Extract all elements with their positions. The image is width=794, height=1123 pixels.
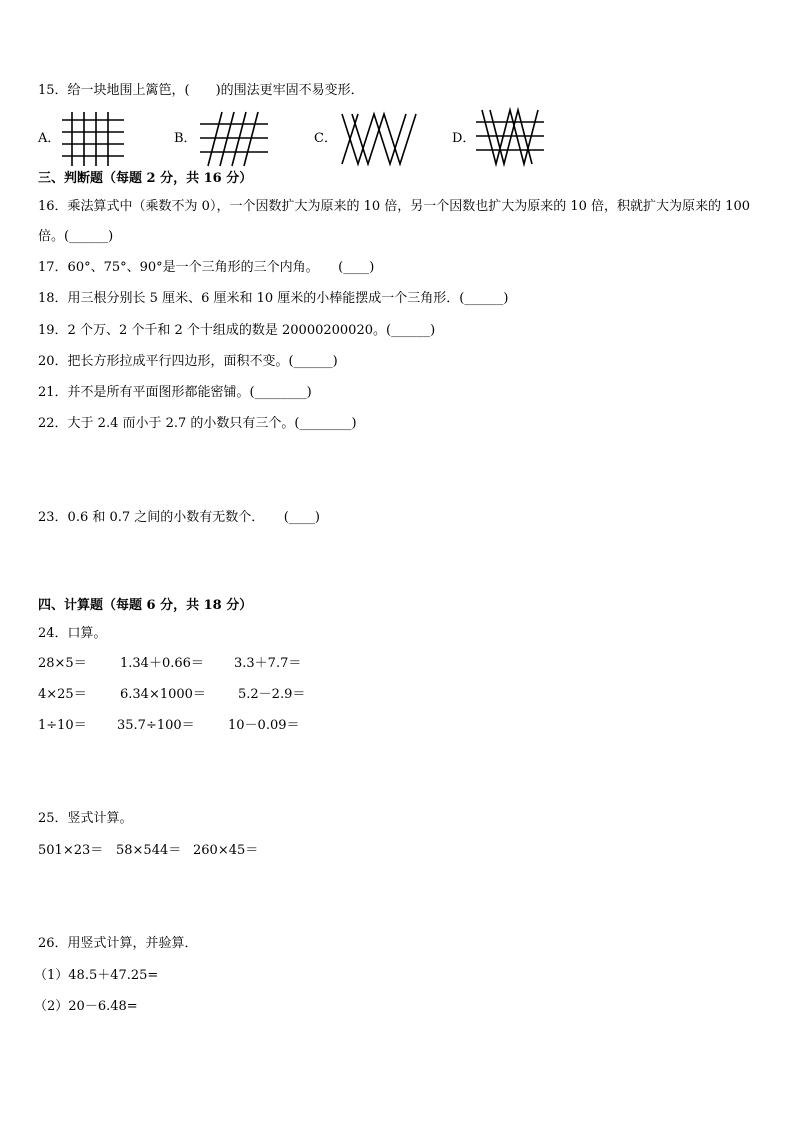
calc-item: 260×45＝: [193, 843, 259, 858]
q16-line1: 16．乘法算式中（乘数不为 0），一个因数扩大为原来的 10 倍，另一个因数也扩大为原来的 10 倍，积就扩大为原来的 100: [38, 199, 751, 214]
fence-grid-square-icon: [60, 110, 126, 168]
calc-item: 5.2－2.9＝: [238, 687, 306, 702]
section-3-title: 三、判断题（每题 2 分，共 16 分）: [38, 171, 253, 186]
fence-triangle-grid-icon: [474, 106, 546, 168]
q23-text: 23．0.6 和 0.7 之间的小数有无数个． (____): [38, 510, 320, 525]
q19-text: 19．2 个万、2 个千和 2 个十组成的数是 20000200020。(______): [38, 323, 436, 338]
calc-item: （1）48.5＋47.25=: [34, 968, 159, 983]
q15-option-b-label: B．: [174, 131, 197, 146]
calc-item: 501×23＝: [38, 843, 104, 858]
q20-text: 20．把长方形拉成平行四边形，面积不变。(______): [38, 354, 338, 369]
calc-item: 6.34×1000＝: [120, 687, 206, 702]
q26-title: 26．用竖式计算，并验算．: [38, 936, 198, 951]
q16-line2: 倍。(______): [38, 229, 114, 244]
calc-item: 58×544＝: [116, 843, 182, 858]
q21-text: 21．并不是所有平面图形都能密铺。(________): [38, 385, 312, 400]
calc-item: 1.34＋0.66＝: [120, 656, 204, 671]
q15-text: 15．给一块地围上篱笆，( )的围法更牢固不易变形．: [38, 83, 364, 98]
q25-title: 25．竖式计算。: [38, 811, 133, 826]
calc-item: 1÷10＝: [38, 718, 87, 733]
calc-item: （2）20－6.48=: [34, 999, 138, 1014]
calc-item: 35.7÷100＝: [117, 718, 195, 733]
q15-option-d-label: D．: [452, 131, 476, 146]
q22-text: 22．大于 2.4 而小于 2.7 的小数只有三个。(________): [38, 416, 357, 431]
q15-option-c-label: C．: [314, 131, 337, 146]
fence-parallelogram-icon: [198, 110, 270, 168]
calc-item: 28×5＝: [38, 656, 87, 671]
calc-item: 4×25＝: [38, 687, 87, 702]
q18-text: 18．用三根分别长 5 厘米、6 厘米和 10 厘米的小棒能摆成一个三角形．(______): [38, 291, 509, 306]
calc-item: 10－0.09＝: [228, 718, 300, 733]
fence-zigzag-icon: [338, 110, 420, 168]
calc-item: 3.3＋7.7＝: [234, 656, 302, 671]
section-4-title: 四、计算题（每题 6 分，共 18 分）: [38, 598, 253, 613]
q24-title: 24．口算。: [38, 626, 107, 641]
q17-text: 17．60°、75°、90°是一个三角形的三个内角。 (____): [38, 260, 375, 275]
q15-option-a-label: A．: [38, 131, 61, 146]
